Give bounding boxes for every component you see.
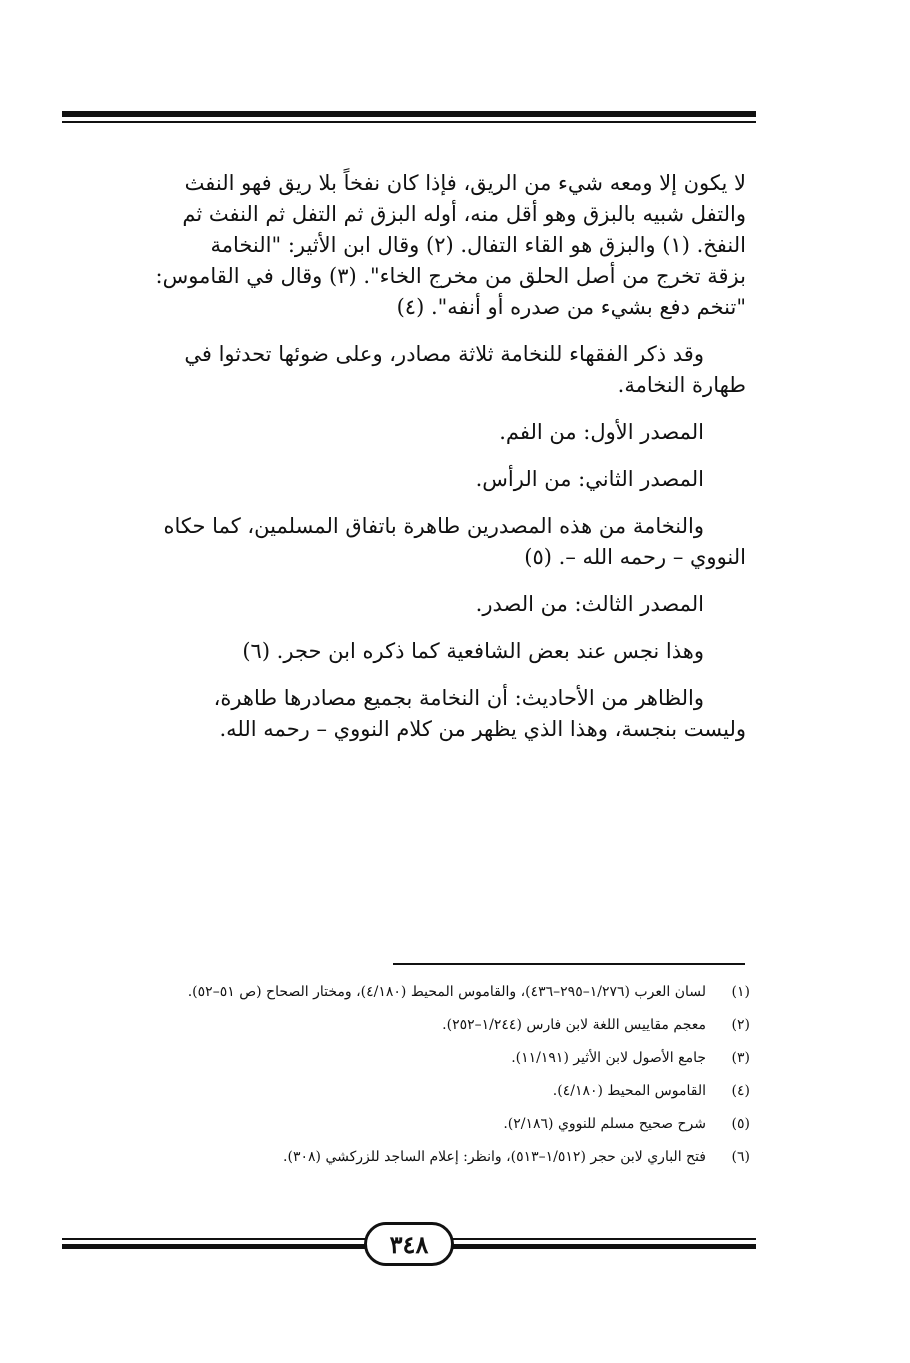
paragraph-1	[66, 168, 746, 323]
footnote-5	[96, 1114, 750, 1134]
footnote-text: معجم مقاييس اللغة لابن فارس (١/٢٤٤–٢٥٢).	[442, 1017, 706, 1033]
text-line: والتفل شبيه بالبزق وهو أقل منه، أوله البزق ثم التفل ثم النفث ثم	[182, 202, 746, 226]
source-2	[66, 464, 746, 495]
text-line: والظاهر من الأحاديث: أن النخامة بجميع مصادرها طاهرة،	[213, 686, 704, 710]
text-line: والنخامة من هذه المصدرين طاهرة باتفاق المسلمين، كما حكاه	[163, 514, 704, 538]
footnote-text: القاموس المحيط (٤/١٨٠).	[552, 1083, 706, 1099]
paragraph-5	[66, 683, 746, 745]
text-line: النووي – رحمه الله –. (٥)	[524, 545, 746, 569]
footnote-2	[96, 1015, 750, 1035]
text-line: النفخ. (١) والبزق هو القاء التفال. (٢) وقال ابن الأثير: "النخامة	[210, 233, 746, 257]
footnote-number: (٥)	[731, 1116, 750, 1132]
main-text	[66, 168, 746, 745]
paragraph-4	[66, 636, 746, 667]
footnote-text: لسان العرب (١/٢٧٦–٢٩٥–٤٣٦)، والقاموس المحيط (٤/١٨٠)، ومختار الصحاح (ص ٥١–٥٢).	[187, 984, 706, 1000]
text-line: المصدر الأول: من الفم.	[499, 420, 704, 444]
page-number: ٣٤٨	[364, 1222, 454, 1266]
text-line: وهذا نجس عند بعض الشافعية كما ذكره ابن حجر. (٦)	[242, 639, 704, 663]
footnote-number: (٤)	[731, 1083, 750, 1099]
footnote-number: (٣)	[731, 1050, 750, 1066]
footnote-3	[96, 1048, 750, 1068]
header-rule-thin	[62, 121, 756, 123]
footnote-text: فتح الباري لابن حجر (١/٥١٢–٥١٣)، وانظر: إعلام الساجد للزركشي (٣٠٨).	[283, 1149, 706, 1165]
text-line: لا يكون إلا ومعه شيء من الريق، فإذا كان نفخاً بلا ريق فهو النفث	[184, 171, 746, 195]
footnote-separator	[393, 963, 745, 965]
footnotes	[96, 982, 750, 1180]
footnote-number: (٢)	[731, 1017, 750, 1033]
footnote-text: جامع الأصول لابن الأثير (١١/١٩١).	[511, 1050, 706, 1066]
text-line: وليست بنجسة، وهذا الذي يظهر من كلام النووي – رحمه الله.	[219, 717, 746, 741]
footnote-1	[96, 982, 750, 1002]
paragraph-2	[66, 339, 746, 401]
footnote-number: (٦)	[731, 1149, 750, 1165]
paragraph-3	[66, 511, 746, 573]
footnote-text: شرح صحيح مسلم للنووي (٢/١٨٦).	[503, 1116, 706, 1132]
text-line: المصدر الثاني: من الرأس.	[475, 467, 704, 491]
footnote-4	[96, 1081, 750, 1101]
text-line: بزقة تخرج من أصل الحلق من مخرج الخاء". (٣) وقال في القاموس:	[155, 264, 746, 288]
footnote-6	[96, 1147, 750, 1167]
text-line: "تنخم دفع بشيء من صدره أو أنفه". (٤)	[396, 295, 746, 319]
text-line: المصدر الثالث: من الصدر.	[475, 592, 704, 616]
source-1	[66, 417, 746, 448]
footnote-number: (١)	[731, 984, 750, 1000]
source-3	[66, 589, 746, 620]
text-line: طهارة النخامة.	[617, 373, 746, 397]
text-line: وقد ذكر الفقهاء للنخامة ثلاثة مصادر، وعلى ضوئها تحدثوا في	[184, 342, 704, 366]
header-rule-thick	[62, 111, 756, 117]
